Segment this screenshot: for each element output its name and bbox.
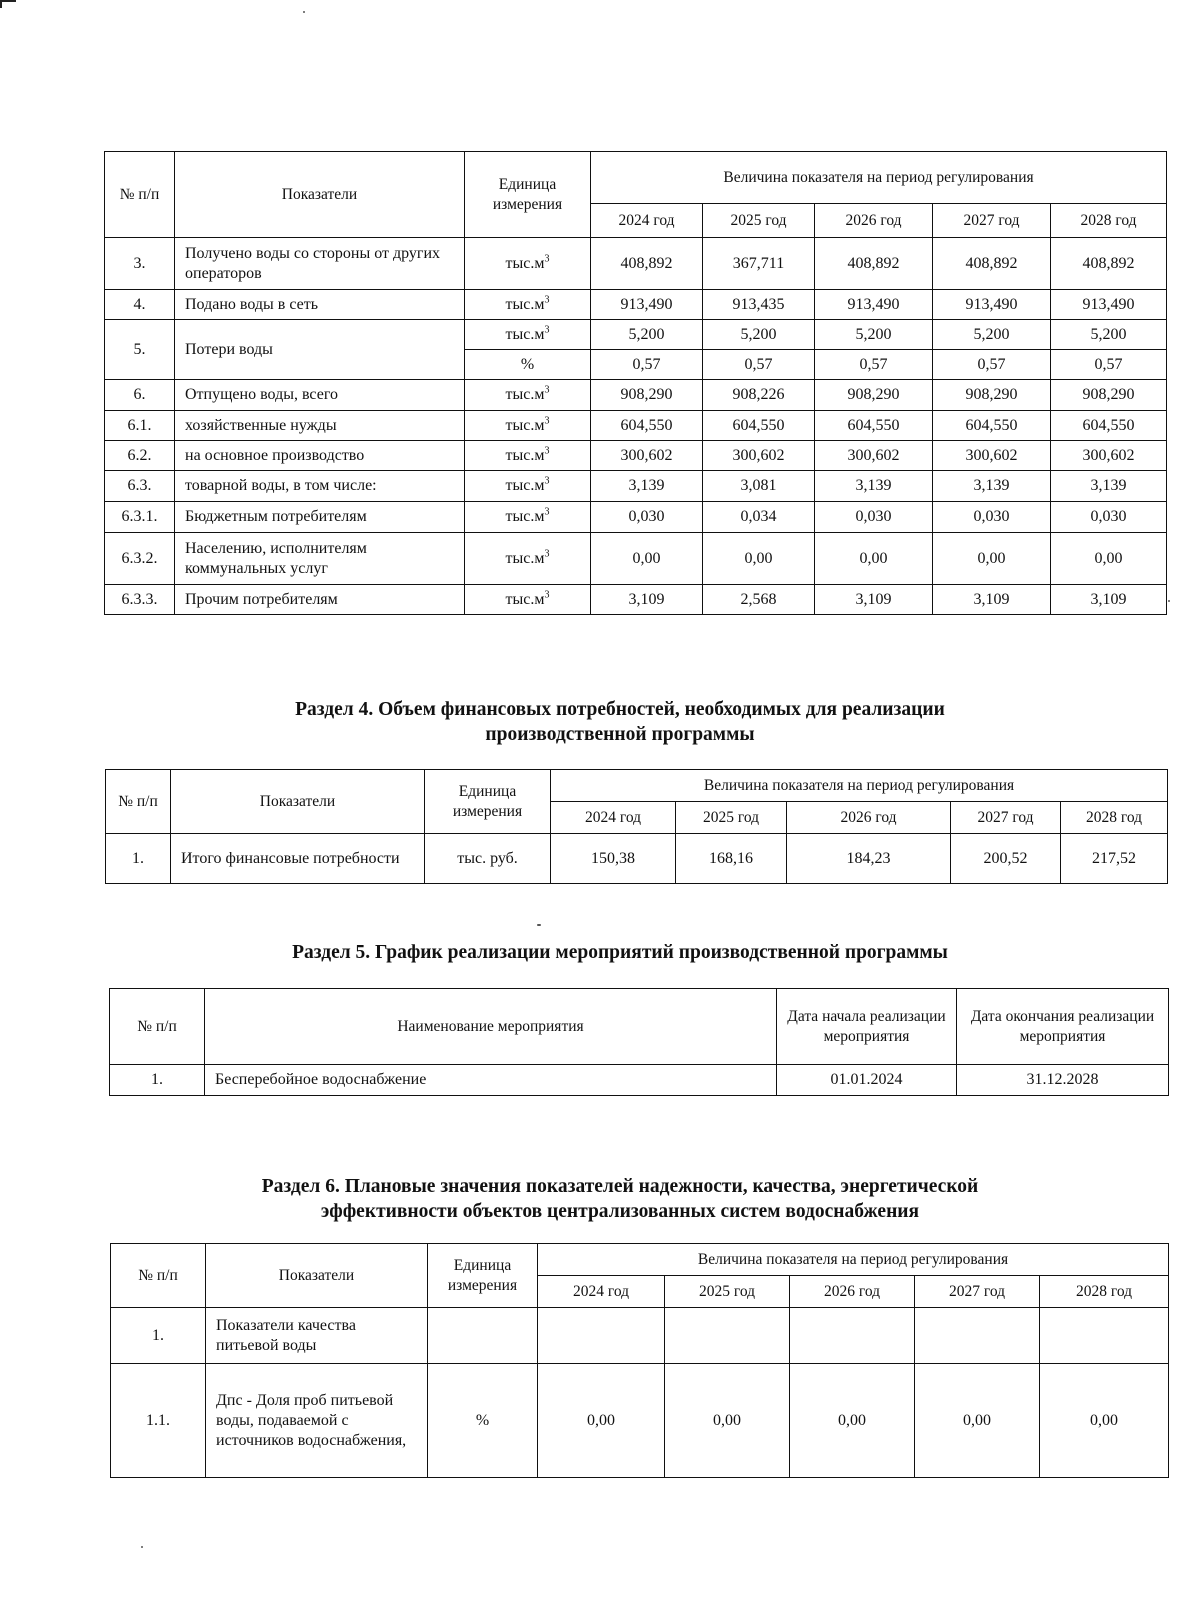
header-num: № п/п bbox=[111, 1244, 206, 1308]
value-cell: 2,568 bbox=[703, 585, 815, 615]
value-cell: 0,034 bbox=[703, 502, 815, 533]
row-name: Потери воды bbox=[175, 320, 465, 380]
row-name: Дпс - Доля проб питьевой воды, подаваемой с источников водоснабжения, bbox=[206, 1364, 428, 1478]
row-num: 6.3.1. bbox=[105, 502, 175, 533]
value-cell: 908,290 bbox=[1051, 380, 1167, 411]
header-year: 2028 год bbox=[1061, 802, 1168, 834]
value-cell: 3,109 bbox=[815, 585, 933, 615]
value-cell: 0,030 bbox=[591, 502, 703, 533]
header-end-date: Дата окончания реализации мероприятия bbox=[957, 989, 1169, 1065]
header-year: 2027 год bbox=[915, 1276, 1040, 1308]
header-year: 2026 год bbox=[790, 1276, 915, 1308]
row-unit: $тыс.м^3$ bbox=[465, 238, 591, 290]
header-year: 2024 год bbox=[538, 1276, 665, 1308]
value-cell: 908,290 bbox=[933, 380, 1051, 411]
row-num: 6.1. bbox=[105, 411, 175, 441]
header-year: 2025 год bbox=[676, 802, 787, 834]
value-cell: 0,00 bbox=[790, 1364, 915, 1478]
row-unit: $тыс.м^3$ bbox=[465, 320, 591, 350]
unit-text: тыс.м bbox=[505, 446, 545, 464]
value-cell bbox=[790, 1308, 915, 1364]
row-name: хозяйственные нужды bbox=[175, 411, 465, 441]
row-num: 6.3.3. bbox=[105, 585, 175, 615]
value-cell: 408,892 bbox=[933, 238, 1051, 290]
value-cell: 0,00 bbox=[815, 533, 933, 585]
value-cell: 217,52 bbox=[1061, 834, 1168, 884]
row-num: 6.3.2. bbox=[105, 533, 175, 585]
value-cell: 5,200 bbox=[703, 320, 815, 350]
schedule-table bbox=[109, 988, 1169, 1096]
value-cell: 3,081 bbox=[703, 471, 815, 502]
row-name: Итого финансовые потребности bbox=[171, 834, 425, 884]
header-year: 2025 год bbox=[703, 204, 815, 238]
value-cell: 408,892 bbox=[591, 238, 703, 290]
value-cell: 5,200 bbox=[1051, 320, 1167, 350]
value-cell: 3,139 bbox=[933, 471, 1051, 502]
row-unit: % bbox=[465, 350, 591, 380]
scan-speck bbox=[303, 11, 305, 13]
row-name: Показатели качества питьевой воды bbox=[206, 1308, 428, 1364]
unit-text: тыс.м bbox=[505, 590, 545, 608]
row-unit: $тыс.м^3$ bbox=[465, 533, 591, 585]
value-cell: 0,00 bbox=[1051, 533, 1167, 585]
row-unit: $тыс.м^3$ bbox=[465, 411, 591, 441]
value-cell: 168,16 bbox=[676, 834, 787, 884]
header-indicator: Показатели bbox=[206, 1244, 428, 1308]
value-cell: 0,57 bbox=[703, 350, 815, 380]
header-unit: Единица измерения bbox=[465, 152, 591, 238]
header-indicator: Показатели bbox=[171, 770, 425, 834]
value-cell bbox=[538, 1308, 665, 1364]
financial-needs-table bbox=[105, 769, 1168, 884]
header-unit: Единица измерения bbox=[428, 1244, 538, 1308]
value-cell: 300,602 bbox=[1051, 441, 1167, 471]
row-name: на основное производство bbox=[175, 441, 465, 471]
start-date: 01.01.2024 bbox=[777, 1065, 957, 1096]
value-cell: 5,200 bbox=[933, 320, 1051, 350]
header-year: 2026 год bbox=[787, 802, 951, 834]
value-cell: 0,57 bbox=[933, 350, 1051, 380]
value-cell: 184,23 bbox=[787, 834, 951, 884]
row-name: Прочим потребителям bbox=[175, 585, 465, 615]
row-num: 6.3. bbox=[105, 471, 175, 502]
row-unit: $тыс.м^3$ bbox=[465, 471, 591, 502]
table-row bbox=[105, 471, 1167, 502]
section-5-title bbox=[120, 940, 1120, 965]
value-cell: 200,52 bbox=[951, 834, 1061, 884]
table-row bbox=[105, 441, 1167, 471]
header-start-date: Дата начала реализации мероприятия bbox=[777, 989, 957, 1065]
row-num: 1.1. bbox=[111, 1364, 206, 1478]
row-unit: $тыс.м^3$ bbox=[465, 502, 591, 533]
section-6-title bbox=[120, 1174, 1120, 1224]
table-row bbox=[105, 320, 1167, 350]
row-unit: $тыс.м^3$ bbox=[465, 585, 591, 615]
value-cell: 300,602 bbox=[591, 441, 703, 471]
table-row bbox=[110, 1065, 1169, 1096]
section-6-title-line1: Раздел 6. Плановые значения показателей надежности, качества, энергетической bbox=[261, 1176, 979, 1197]
header-year: 2027 год bbox=[933, 204, 1051, 238]
row-name: Бюджетным потребителям bbox=[175, 502, 465, 533]
value-cell: 604,550 bbox=[933, 411, 1051, 441]
row-unit: $тыс.м^3$ bbox=[465, 380, 591, 411]
unit-text: тыс.м bbox=[505, 508, 545, 525]
row-num: 6.2. bbox=[105, 441, 175, 471]
table-row bbox=[105, 585, 1167, 615]
value-cell: 0,57 bbox=[1051, 350, 1167, 380]
table-row bbox=[105, 502, 1167, 533]
value-cell: 300,602 bbox=[703, 441, 815, 471]
header-year: 2024 год bbox=[591, 204, 703, 238]
value-cell: 604,550 bbox=[703, 411, 815, 441]
header-year: 2026 год bbox=[815, 204, 933, 238]
value-cell: 0,00 bbox=[665, 1364, 790, 1478]
header-unit: Единица измерения bbox=[425, 770, 551, 834]
value-cell: 0,030 bbox=[1051, 502, 1167, 533]
header-num: № п/п bbox=[105, 152, 175, 238]
value-cell: 913,490 bbox=[933, 290, 1051, 320]
row-num: 4. bbox=[105, 290, 175, 320]
row-num: 1. bbox=[111, 1308, 206, 1364]
value-cell: 0,00 bbox=[703, 533, 815, 585]
value-cell: 908,290 bbox=[591, 380, 703, 411]
row-unit bbox=[428, 1308, 538, 1364]
value-cell: 913,490 bbox=[815, 290, 933, 320]
value-cell: 0,00 bbox=[591, 533, 703, 585]
row-name: Бесперебойное водоснабжение bbox=[205, 1065, 777, 1096]
unit-text: тыс.м bbox=[505, 416, 545, 434]
header-value: Величина показателя на период регулирования bbox=[591, 152, 1167, 204]
value-cell bbox=[915, 1308, 1040, 1364]
table-row bbox=[105, 290, 1167, 320]
row-unit: % bbox=[428, 1364, 538, 1478]
value-cell: 0,030 bbox=[933, 502, 1051, 533]
value-cell: 908,226 bbox=[703, 380, 815, 411]
value-cell: 3,139 bbox=[1051, 471, 1167, 502]
section-4-title-line1: Раздел 4. Объем финансовых потребностей, необходимых для реализации bbox=[295, 699, 945, 720]
header-year: 2027 год bbox=[951, 802, 1061, 834]
header-num: № п/п bbox=[110, 989, 205, 1065]
value-cell: 0,00 bbox=[538, 1364, 665, 1478]
value-cell: 3,139 bbox=[815, 471, 933, 502]
value-cell: 0,57 bbox=[591, 350, 703, 380]
unit-text: тыс.м bbox=[505, 386, 545, 403]
value-cell: 5,200 bbox=[591, 320, 703, 350]
scan-corner-mark bbox=[0, 0, 2, 8]
value-cell: 408,892 bbox=[1051, 238, 1167, 290]
scan-speck bbox=[141, 1546, 143, 1548]
row-name: товарной воды, в том числе: bbox=[175, 471, 465, 502]
value-cell: 3,109 bbox=[1051, 585, 1167, 615]
header-name: Наименование мероприятия bbox=[205, 989, 777, 1065]
table-row bbox=[106, 834, 1168, 884]
header-year: 2028 год bbox=[1040, 1276, 1169, 1308]
unit-text: тыс.м bbox=[505, 549, 545, 567]
value-cell: 0,00 bbox=[915, 1364, 1040, 1478]
value-cell: 604,550 bbox=[591, 411, 703, 441]
value-cell bbox=[1040, 1308, 1169, 1364]
value-cell: 0,030 bbox=[815, 502, 933, 533]
scan-speck bbox=[1168, 600, 1170, 602]
scan-corner-mark bbox=[0, 0, 16, 2]
table-row bbox=[111, 1308, 1169, 1364]
row-num: 1. bbox=[110, 1065, 205, 1096]
value-cell: 300,602 bbox=[933, 441, 1051, 471]
row-unit: $тыс.м^3$ bbox=[465, 290, 591, 320]
row-num: 3. bbox=[105, 238, 175, 290]
water-balance-table bbox=[104, 151, 1167, 615]
row-unit: тыс. руб. bbox=[425, 834, 551, 884]
value-cell: 408,892 bbox=[815, 238, 933, 290]
section-6-title-line2: эффективности объектов централизованных систем водоснабжения bbox=[320, 1201, 920, 1222]
section-4-title bbox=[120, 697, 1120, 747]
row-unit: $тыс.м^3$ bbox=[465, 441, 591, 471]
value-cell: 5,200 bbox=[815, 320, 933, 350]
value-cell: 604,550 bbox=[1051, 411, 1167, 441]
row-name: Отпущено воды, всего bbox=[175, 380, 465, 411]
unit-text: тыс.м bbox=[505, 477, 545, 494]
value-cell: 300,602 bbox=[815, 441, 933, 471]
value-cell: 0,00 bbox=[1040, 1364, 1169, 1478]
unit-text: тыс.м bbox=[505, 254, 545, 272]
header-year: 2025 год bbox=[665, 1276, 790, 1308]
unit-text: тыс.м bbox=[505, 295, 545, 313]
value-cell: 3,109 bbox=[933, 585, 1051, 615]
table-row bbox=[105, 380, 1167, 411]
header-indicator: Показатели bbox=[175, 152, 465, 238]
value-cell bbox=[665, 1308, 790, 1364]
unit-text: тыс.м bbox=[505, 325, 545, 343]
row-name: Населению, исполнителям коммунальных услуг bbox=[175, 533, 465, 585]
value-cell: 913,490 bbox=[591, 290, 703, 320]
table-row bbox=[111, 1364, 1169, 1478]
section-4-title-line2: производственной программы bbox=[485, 724, 755, 745]
value-cell: 908,290 bbox=[815, 380, 933, 411]
row-name: Подано воды в сеть bbox=[175, 290, 465, 320]
value-cell: 367,711 bbox=[703, 238, 815, 290]
section-5-title-text: Раздел 5. График реализации мероприятий производственной программы bbox=[292, 942, 948, 963]
value-cell: 604,550 bbox=[815, 411, 933, 441]
scan-speck bbox=[537, 924, 541, 926]
value-cell: 913,490 bbox=[1051, 290, 1167, 320]
table-row bbox=[105, 533, 1167, 585]
row-num: 1. bbox=[106, 834, 171, 884]
header-year: 2028 год bbox=[1051, 204, 1167, 238]
value-cell: 0,00 bbox=[933, 533, 1051, 585]
value-cell: 150,38 bbox=[551, 834, 676, 884]
header-num: № п/п bbox=[106, 770, 171, 834]
value-cell: 3,139 bbox=[591, 471, 703, 502]
table-row bbox=[105, 411, 1167, 441]
value-cell: 913,435 bbox=[703, 290, 815, 320]
row-name: Получено воды со стороны от других операторов bbox=[175, 238, 465, 290]
header-year: 2024 год bbox=[551, 802, 676, 834]
value-cell: 3,109 bbox=[591, 585, 703, 615]
table-row bbox=[105, 238, 1167, 290]
end-date: 31.12.2028 bbox=[957, 1065, 1169, 1096]
header-value: Величина показателя на период регулирования bbox=[538, 1244, 1169, 1276]
row-num: 5. bbox=[105, 320, 175, 380]
value-cell: 0,57 bbox=[815, 350, 933, 380]
row-num: 6. bbox=[105, 380, 175, 411]
header-value: Величина показателя на период регулирования bbox=[551, 770, 1168, 802]
quality-indicators-table bbox=[110, 1243, 1169, 1478]
